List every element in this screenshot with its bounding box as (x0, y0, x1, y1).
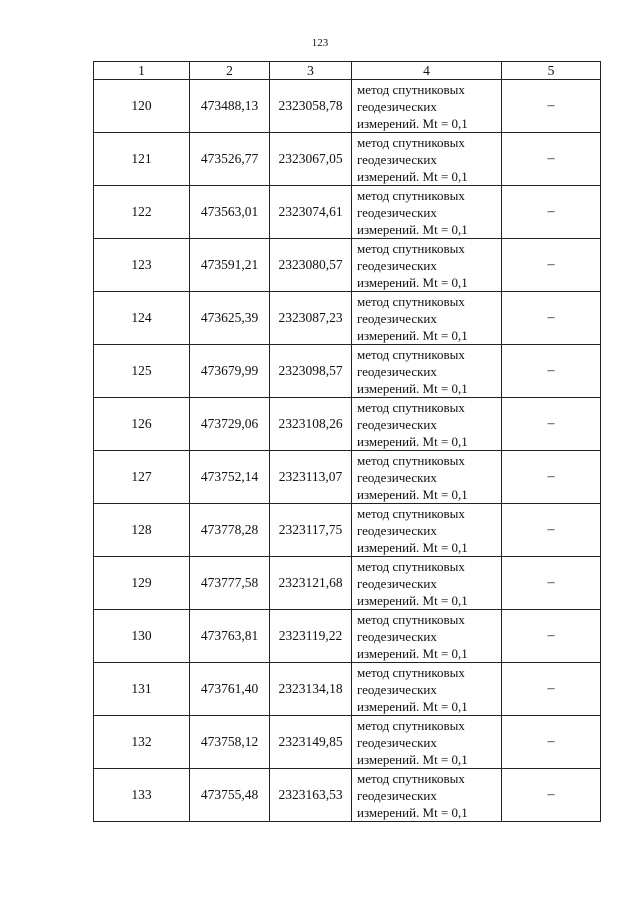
page-number: 123 (311, 37, 329, 49)
x-coordinate-cell: 473777,58 (190, 557, 270, 610)
y-coordinate-cell: 2323163,53 (270, 769, 352, 822)
method-line: геодезических (357, 416, 437, 432)
method-line: геодезических (357, 575, 437, 591)
table-row (94, 557, 601, 610)
method-line: измерений. Mt = 0,1 (357, 698, 468, 714)
x-coordinate-cell: 473778,28 (190, 504, 270, 557)
note-cell: – (502, 557, 601, 610)
point-number-cell: 123 (94, 239, 190, 292)
y-coordinate-cell: 2323074,61 (270, 186, 352, 239)
table-row (94, 239, 601, 292)
note-cell: – (502, 504, 601, 557)
method-line: измерений. Mt = 0,1 (357, 592, 468, 608)
method-line: метод спутниковых (357, 346, 465, 362)
header-col-1: 1 (94, 62, 190, 80)
method-line: метод спутниковых (357, 81, 465, 97)
method-cell (352, 186, 502, 239)
table-row (94, 292, 601, 345)
method-line: метод спутниковых (357, 664, 465, 680)
x-coordinate-cell: 473758,12 (190, 716, 270, 769)
y-coordinate-cell: 2323098,57 (270, 345, 352, 398)
header-col-2: 2 (190, 62, 270, 80)
table-row (94, 504, 601, 557)
method-line: геодезических (357, 257, 437, 273)
method-line: метод спутниковых (357, 611, 465, 627)
header-col-4: 4 (352, 62, 502, 80)
method-line: метод спутниковых (357, 717, 465, 733)
method-line: измерений. Mt = 0,1 (357, 168, 468, 184)
note-cell: – (502, 133, 601, 186)
header-col-3: 3 (270, 62, 352, 80)
method-line: метод спутниковых (357, 452, 465, 468)
method-line: геодезических (357, 151, 437, 167)
method-line: измерений. Mt = 0,1 (357, 804, 468, 820)
header-row (94, 62, 601, 80)
method-line: измерений. Mt = 0,1 (357, 115, 468, 131)
note-cell: – (502, 769, 601, 822)
method-cell (352, 292, 502, 345)
method-line: метод спутниковых (357, 240, 465, 256)
table-row (94, 398, 601, 451)
method-cell (352, 398, 502, 451)
method-cell (352, 133, 502, 186)
y-coordinate-cell: 2323080,57 (270, 239, 352, 292)
y-coordinate-cell: 2323119,22 (270, 610, 352, 663)
method-line: геодезических (357, 787, 437, 803)
point-number-cell: 126 (94, 398, 190, 451)
point-number-cell: 121 (94, 133, 190, 186)
method-line: метод спутниковых (357, 505, 465, 521)
point-number-cell: 125 (94, 345, 190, 398)
note-cell: – (502, 292, 601, 345)
table-row (94, 133, 601, 186)
method-line: геодезических (357, 522, 437, 538)
table-row (94, 663, 601, 716)
method-cell (352, 451, 502, 504)
x-coordinate-cell: 473755,48 (190, 769, 270, 822)
method-line: метод спутниковых (357, 293, 465, 309)
point-number-cell: 133 (94, 769, 190, 822)
table-row (94, 610, 601, 663)
method-cell (352, 80, 502, 133)
y-coordinate-cell: 2323113,07 (270, 451, 352, 504)
method-line: метод спутниковых (357, 399, 465, 415)
table-row (94, 769, 601, 822)
y-coordinate-cell: 2323108,26 (270, 398, 352, 451)
method-line: геодезических (357, 363, 437, 379)
note-cell: – (502, 80, 601, 133)
method-line: метод спутниковых (357, 134, 465, 150)
method-cell (352, 610, 502, 663)
x-coordinate-cell: 473591,21 (190, 239, 270, 292)
x-coordinate-cell: 473761,40 (190, 663, 270, 716)
table-row (94, 716, 601, 769)
method-line: геодезических (357, 469, 437, 485)
point-number-cell: 129 (94, 557, 190, 610)
method-line: геодезических (357, 98, 437, 114)
method-cell (352, 345, 502, 398)
x-coordinate-cell: 473752,14 (190, 451, 270, 504)
coordinates-table (93, 61, 601, 822)
method-line: измерений. Mt = 0,1 (357, 751, 468, 767)
method-line: геодезических (357, 734, 437, 750)
method-line: измерений. Mt = 0,1 (357, 645, 468, 661)
y-coordinate-cell: 2323058,78 (270, 80, 352, 133)
note-cell: – (502, 451, 601, 504)
x-coordinate-cell: 473625,39 (190, 292, 270, 345)
method-line: геодезических (357, 628, 437, 644)
note-cell: – (502, 716, 601, 769)
x-coordinate-cell: 473563,01 (190, 186, 270, 239)
method-cell (352, 769, 502, 822)
method-line: измерений. Mt = 0,1 (357, 221, 468, 237)
method-cell (352, 663, 502, 716)
y-coordinate-cell: 2323067,05 (270, 133, 352, 186)
method-line: измерений. Mt = 0,1 (357, 433, 468, 449)
x-coordinate-cell: 473488,13 (190, 80, 270, 133)
method-cell (352, 716, 502, 769)
point-number-cell: 124 (94, 292, 190, 345)
x-coordinate-cell: 473679,99 (190, 345, 270, 398)
point-number-cell: 130 (94, 610, 190, 663)
point-number-cell: 127 (94, 451, 190, 504)
point-number-cell: 120 (94, 80, 190, 133)
method-line: измерений. Mt = 0,1 (357, 486, 468, 502)
method-line: метод спутниковых (357, 558, 465, 574)
x-coordinate-cell: 473763,81 (190, 610, 270, 663)
table-row (94, 451, 601, 504)
table-row (94, 345, 601, 398)
method-line: геодезических (357, 681, 437, 697)
point-number-cell: 128 (94, 504, 190, 557)
point-number-cell: 122 (94, 186, 190, 239)
note-cell: – (502, 186, 601, 239)
y-coordinate-cell: 2323121,68 (270, 557, 352, 610)
table-row (94, 80, 601, 133)
method-cell (352, 557, 502, 610)
method-line: измерений. Mt = 0,1 (357, 274, 468, 290)
x-coordinate-cell: 473729,06 (190, 398, 270, 451)
method-line: метод спутниковых (357, 187, 465, 203)
note-cell: – (502, 398, 601, 451)
method-line: геодезических (357, 204, 437, 220)
point-number-cell: 132 (94, 716, 190, 769)
header-col-5: 5 (502, 62, 601, 80)
table-body (94, 80, 601, 822)
y-coordinate-cell: 2323149,85 (270, 716, 352, 769)
method-line: измерений. Mt = 0,1 (357, 539, 468, 555)
note-cell: – (502, 610, 601, 663)
note-cell: – (502, 239, 601, 292)
method-cell (352, 504, 502, 557)
y-coordinate-cell: 2323134,18 (270, 663, 352, 716)
note-cell: – (502, 345, 601, 398)
method-cell (352, 239, 502, 292)
y-coordinate-cell: 2323087,23 (270, 292, 352, 345)
x-coordinate-cell: 473526,77 (190, 133, 270, 186)
y-coordinate-cell: 2323117,75 (270, 504, 352, 557)
point-number-cell: 131 (94, 663, 190, 716)
method-line: геодезических (357, 310, 437, 326)
method-line: измерений. Mt = 0,1 (357, 380, 468, 396)
table-row (94, 186, 601, 239)
method-line: метод спутниковых (357, 770, 465, 786)
note-cell: – (502, 663, 601, 716)
method-line: измерений. Mt = 0,1 (357, 327, 468, 343)
